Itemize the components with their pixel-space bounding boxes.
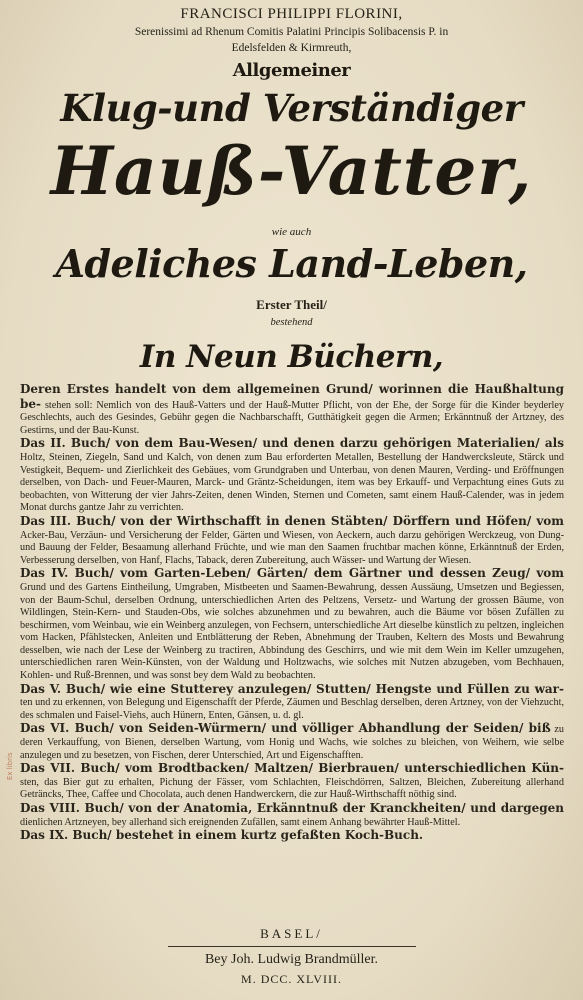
title-line-2: Hauß-Vatter, [50, 132, 533, 210]
section-4 [20, 567, 564, 682]
section-1-lead: Deren Erstes handelt von dem allgemeinen Grund/ worinnen die Haußhaltung be- [20, 382, 564, 411]
word-allgemeiner: Allgemeiner [232, 60, 351, 81]
section-2 [20, 437, 564, 515]
imprint-year: M. DCC. XLVIII. [241, 972, 342, 986]
patron-line-1: Serenissimi ad Rhenum Comitis Palatini Principis Solibacensis P. in [134, 26, 449, 38]
imprint-printer: Bey Joh. Ludwig Brandmüller. [204, 952, 379, 967]
section-8-text: dienlichen Artzneyen, bey allerhand sich ereignenden Zufällen, samt einem Anhang bewährter Hauß-Mittel. [20, 816, 461, 828]
section-1-text: stehen soll: Nemlich von des Hauß-Vatters und der Hauß-Mutter Pflicht, von der Ehe, der Sorge für die Kinder beyderley Geschlechts, auch des Gesindes, Gebühr gegen die Nachbarschafft, Gutthätigkeit gegen die Armen; Erkänntnuß der Artzney, des Gestirns, und der Bau-Kunst. [20, 399, 564, 436]
section-9-lead: Das IX. Buch/ bestehet in einem kurtz gefaßten Koch-Buch. [20, 828, 424, 843]
erster-theil: Erster Theil/ [256, 297, 327, 312]
bestehend: bestehend [270, 317, 313, 328]
title-line-4: In Neun Büchern, [139, 339, 444, 375]
section-2-lead: Das II. Buch/ von dem Bau-Wesen/ und denen darzu gehörigen Materialien/ als [20, 436, 564, 451]
section-7-text: sten, das Bier gut zu erhalten, Pichung der Fässer, vom Schlachten, Fleischdörren, Saltzen, Bleichen, Zubereitung allerhand Geträncks, Thee, Caffee und Chocolata, auch denen Handwerckern, die zur Hauß-Wirthschafft nöthig sind. [20, 776, 564, 801]
title-line-3: Adeliches Land-Leben, [55, 241, 528, 286]
section-7-lead: Das VII. Buch/ vom Brodtbacken/ Maltzen/ Bierbrauen/ unterschiedlichen Kün- [20, 761, 564, 776]
imprint-rule [168, 946, 416, 947]
section-5-text: ten und zu erkennen, von Belegung und Eigenschafft der Pferde, Zäumen und Beschlag derselben, deren Artzney, von der Viehzucht, des schmalen und Faisel-Viehs, auch Hünern, Enten, Gänsen, u. d. gl. [20, 697, 564, 721]
section-3-lead: Das III. Buch/ von der Wirthschafft in denen Stäbten/ Dörffern und Höfen/ vom [20, 513, 564, 528]
author-name: FRANCISCI PHILIPPI FLORINI, [180, 6, 403, 22]
section-6-text: zu deren Verkauffung, von Bienen, derselben Wartung, vom Honig und Wachs, wie solches zu bleichen, von Weihern, wie selbe anzulegen und zu besetzen, von Fischen, derer Unterschied, Art und Eigenschafften. [20, 724, 564, 761]
section-4-text: Grund und des Gartens Eintheilung, Umgraben, Mistbeeten und Saamen-Bewahrung, dessen Aussäung, Umsetzen und Begiessen, von der Baum-Schul, derselben Ordnung, unterschiedlichen Arten des Peltzens, Versetz- und Wartung der grossen Bäume, von Wildlingen, Stein-Kern- und Stauden-Obs, wie solches abzunehmen und zu bewahren, auch die Bäume vor bösen Zufällen zu beschirmen, vom Weinbau, wie ein Weinberg anzulegen, von Fechsern, unterschiedliche Art dieselbe künstlich zu peltzen, ingleichen vom Hacken, Pfählstecken, Anleiten und Entblätterung der Reben, Abnehmung der Trauben, Keltern des Mosts und Bewahrung desselben, wie nach der Lese der Weinberg zu tractiren, Abbindung des Geschirrs, und wie mit dem Wein im Keller umzugehen, unterschiedlichen raren Wein-Künsten, von der Waldung und Holtzwachs, wie solches mit Nutzen abzugeben, vom Bechhauen, Kohlen- und Ruß-Brennen, und was sonst bey dem Wald zu beobachten. [20, 581, 564, 682]
section-8-lead: Das VIII. Buch/ von der Anatomia, Erkänntnuß der Kranckheiten/ und dargegen [20, 801, 564, 815]
section-2-text: Holtz, Steinen, Ziegeln, Sand und Kalch, von denen zum Bau erforderten Metallen, Bestellung der Handwercksleute, Stärck und Vestigkeit, Bequem- und Zierlichkeit des Gebäues, vom Grundgraben und Unterbau, von denen Mauren, Verding- und Eröffnungen derselben, von Dach- und Feuer-Mauren, Marck- und Gräntz-Scheidungen, item was bey Erkauff- und Verpachtung eines Guts zu beobachten, von Witterung der vier Jahrs-Zeiten, denen Winden, Sternen und Cometen, samt einem Hauß-Calender, was in jedem Monat durchs gantze Jahr zu verrichten. [20, 451, 564, 514]
handwritten-margin-note: Ex libris [6, 752, 14, 780]
imprint-city: BASEL/ [260, 926, 323, 941]
section-5 [20, 683, 564, 723]
wie-auch: wie auch [271, 226, 312, 238]
section-5-lead: Das V. Buch/ wie eine Stutterey anzulegen/ Stutten/ Hengste und Füllen zu war- [20, 681, 564, 696]
section-7 [20, 762, 564, 802]
contents-list [20, 383, 564, 844]
section-3 [20, 515, 564, 567]
section-6-lead: Das VI. Buch/ von Seiden-Würmern/ und völliger Abhandlung der Seiden/ biß [20, 721, 551, 736]
patron-line-2: Edelsfelden & Kirmreuth, [231, 42, 352, 54]
title-line-1: Klug-und Verständiger [60, 86, 523, 130]
section-3-text: Acker-Bau, Verzäun- und Versicherung der Felder, Gärten und Wiesen, von Aeckern, auch darzu gehörigen Werckzeug, von Dung- und Bauung der Felder, Besaamung allerhand Früchte, und wie man den Saamen fruchtbar machen könne, Erkänntnuß der Erden, Verbesserung derselben, von Hanf, Flachs, Taback, deren Zubereitung, auch Wässer- und Wartung der Wiesen. [20, 529, 564, 566]
section-4-lead: Das IV. Buch/ vom Garten-Leben/ Gärten/ dem Gärtner und dessen Zeug/ vom [20, 566, 564, 581]
section-9 [20, 829, 564, 844]
section-8 [20, 802, 564, 829]
section-6 [20, 722, 564, 762]
section-1 [20, 383, 564, 437]
